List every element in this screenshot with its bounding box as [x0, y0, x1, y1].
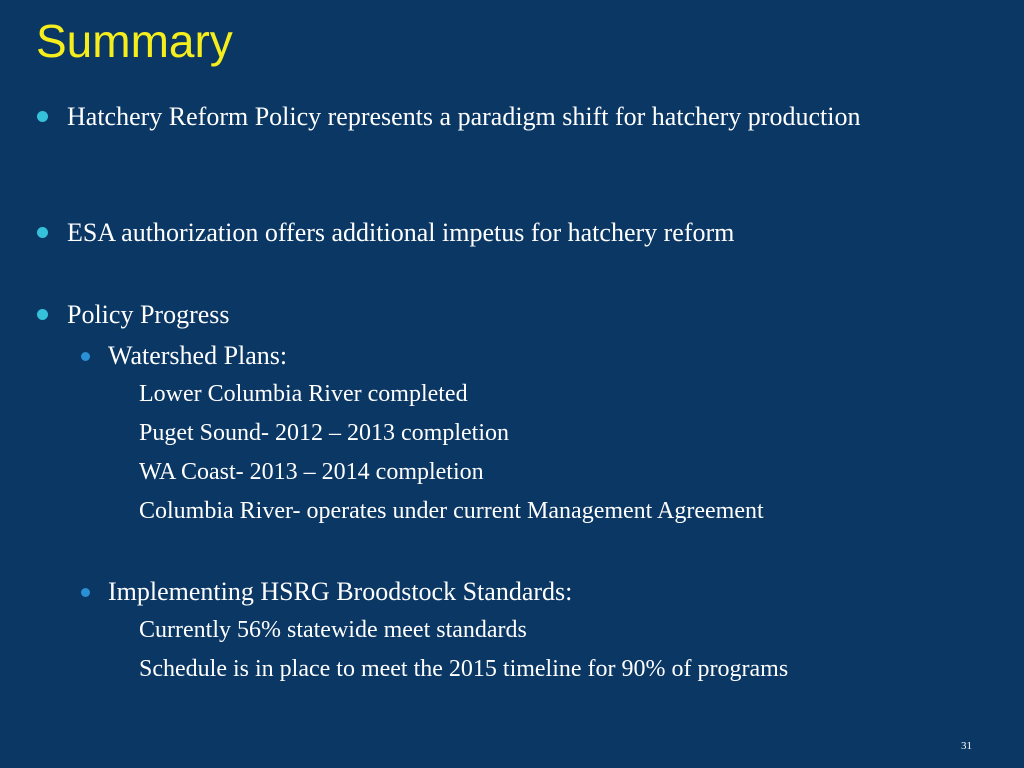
sub-bullet-dot-icon	[81, 588, 90, 597]
bullet-hatchery-reform	[67, 100, 887, 134]
watershed-item: Columbia River- operates under current Management Agreement	[139, 498, 764, 524]
broodstock-item: Schedule is in place to meet the 2015 timeline for 90% of programs	[139, 656, 789, 682]
watershed-item: WA Coast- 2013 – 2014 completion	[139, 459, 484, 485]
bullet-dot-icon	[37, 111, 48, 122]
bullet-dot-icon	[37, 309, 48, 320]
bullet-esa-authorization	[67, 216, 887, 250]
sub-bullet-text: Implementing HSRG Broodstock Standards:	[108, 577, 573, 606]
bullet-text: Hatchery Reform Policy represents a paradigm shift for hatchery production	[67, 102, 861, 131]
sub-bullet-watershed-plans	[108, 339, 287, 373]
bullet-text: Policy Progress	[67, 300, 230, 329]
sub-bullet-dot-icon	[81, 352, 90, 361]
bullet-dot-icon	[37, 227, 48, 238]
watershed-item: Lower Columbia River completed	[139, 381, 468, 407]
broodstock-item: Currently 56% statewide meet standards	[139, 617, 527, 643]
slide-title: Summary	[36, 15, 233, 67]
watershed-item: Puget Sound- 2012 – 2013 completion	[139, 420, 509, 446]
sub-bullet-broodstock-standards	[108, 575, 572, 609]
bullet-policy-progress	[67, 298, 887, 332]
sub-bullet-text: Watershed Plans:	[108, 341, 288, 370]
bullet-text: ESA authorization offers additional impetus for hatchery reform	[67, 218, 735, 247]
page-number: 31	[961, 740, 972, 752]
